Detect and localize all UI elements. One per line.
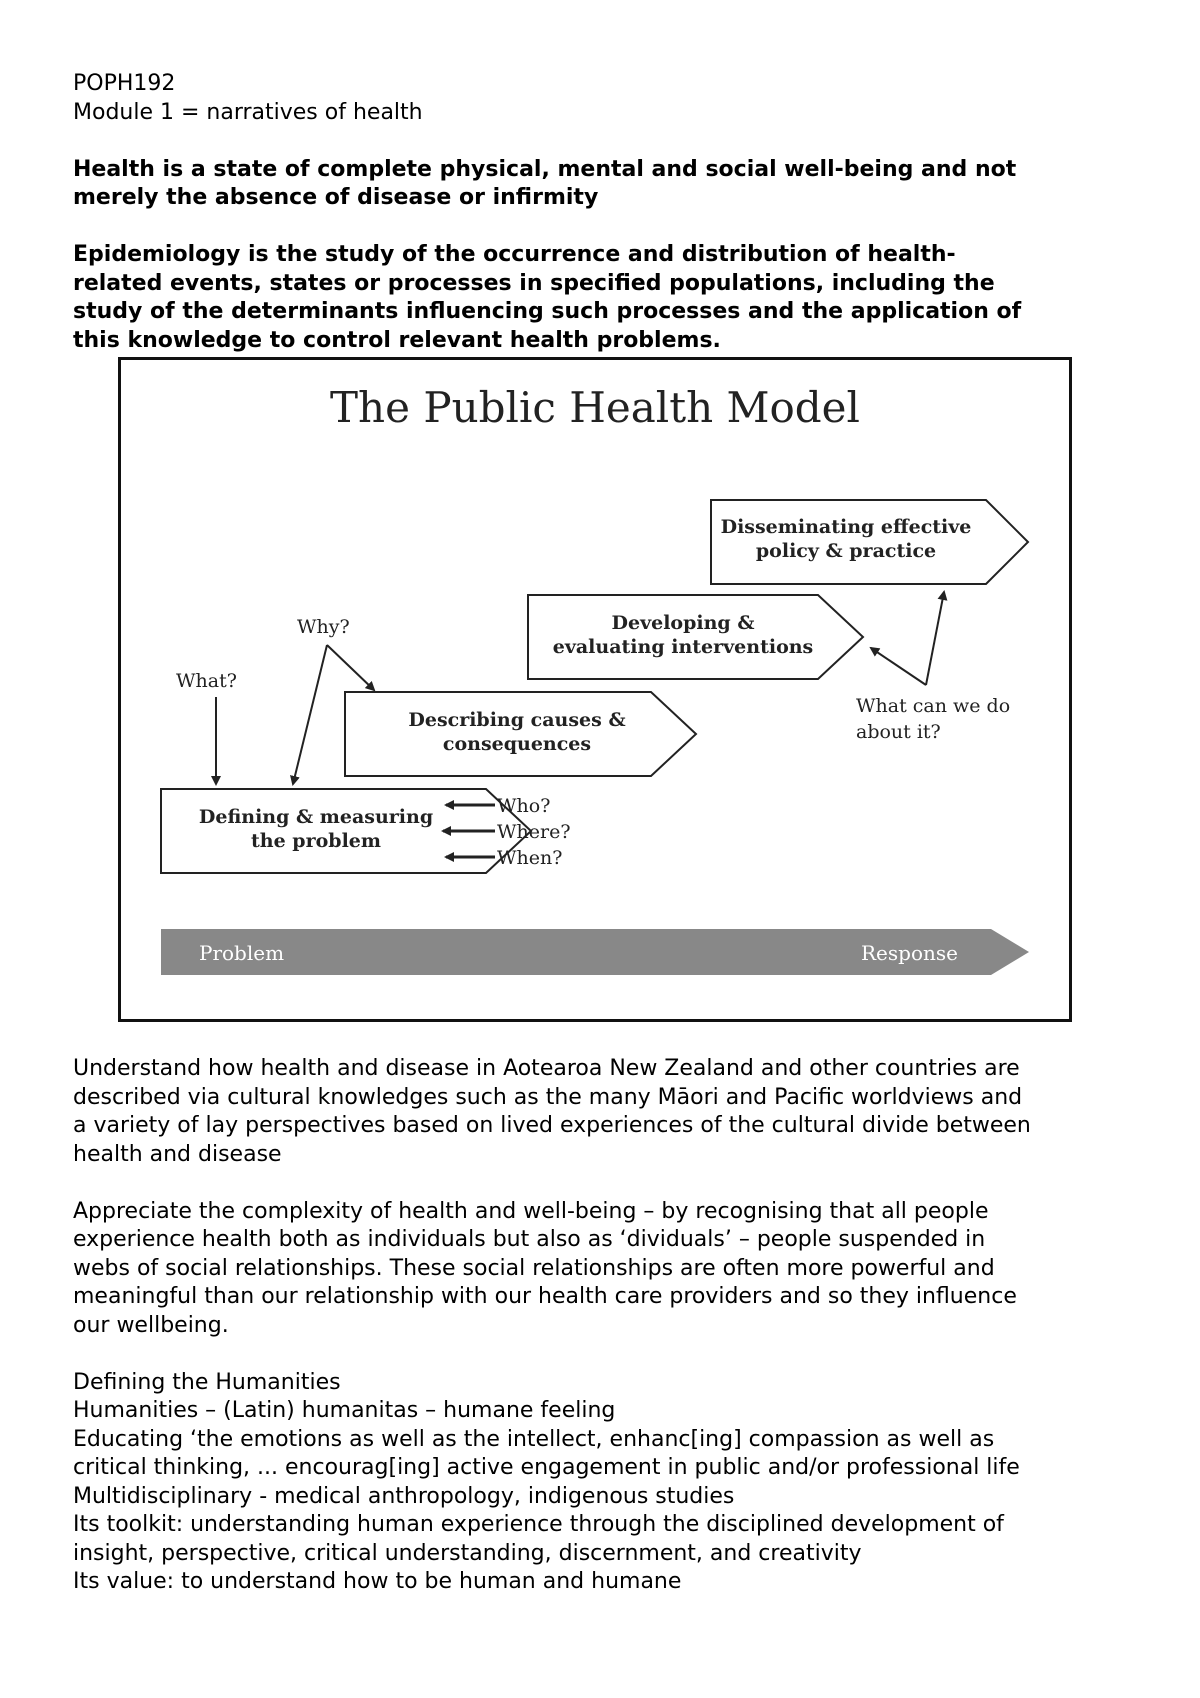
diagram-title: The Public Health Model (330, 383, 860, 432)
what-can-arrow-up (926, 592, 944, 685)
humanities-line-6: Its toolkit: understanding human experience through the disciplined development of (73, 1512, 1004, 1537)
step-4-label-line-1: Disseminating effective (720, 516, 972, 538)
health-definition-line-1: Health is a state of complete physical, mental and social well-being and not (73, 156, 1017, 182)
paragraph-2-line-5: our wellbeing. (73, 1312, 229, 1338)
step-1-label-line-1: Defining & measuring (198, 806, 434, 828)
question-where: Where? (497, 821, 571, 843)
why-arrow-right (327, 645, 374, 690)
question-what: What? (176, 670, 237, 692)
step-1-label-line-2: the problem (251, 830, 381, 852)
step-4-label-line-2: policy & practice (755, 540, 937, 562)
public-health-model-figure (118, 357, 1072, 1022)
epidemiology-definition-line-2: related events, states or processes in specified populations, including the (73, 270, 995, 296)
paragraph-2-line-4: meaningful than our relationship with our health care providers and so they influence (73, 1284, 1017, 1309)
paragraph-2-line-3: webs of social relationships. These social relationships are often more powerful and (73, 1255, 995, 1281)
step-2-label-line-1: Describing causes & (408, 709, 626, 731)
paragraph-1-line-2: described via cultural knowledges such as the many Māori and Pacific worldviews and (73, 1084, 1023, 1110)
epidemiology-definition-line-1: Epidemiology is the study of the occurrence and distribution of health- (73, 242, 956, 267)
humanities-line-5: Multidisciplinary - medical anthropology, indigenous studies (73, 1483, 735, 1509)
question-what-can-we-do-line-2: about it? (856, 721, 941, 743)
humanities-line-8: Its value: to understand how to be human and humane (73, 1569, 682, 1594)
humanities-line-3: Educating ‘the emotions as well as the intellect, enhanc[ing] compassion as well as (73, 1426, 995, 1452)
step-3-label-line-1: Developing & (611, 612, 755, 634)
epidemiology-definition-line-4: this knowledge to control relevant health problems. (73, 327, 721, 353)
humanities-line-4: critical thinking, ... encourag[ing] active engagement in public and/or professional life (73, 1455, 1020, 1480)
humanities-heading: Defining the Humanities (73, 1369, 341, 1395)
course-code: POPH192 (73, 71, 176, 96)
bar-label-problem: Problem (199, 941, 285, 965)
humanities-line-2: Humanities – (Latin) humanitas – humane feeling (73, 1398, 616, 1423)
paragraph-1-line-3: a variety of lay perspectives based on lived experiences of the cultural divide between (73, 1113, 1031, 1138)
document-page (73, 70, 1153, 355)
bar-label-response: Response (861, 941, 958, 965)
what-can-arrow-left (871, 648, 926, 685)
body-text (73, 1055, 1153, 1597)
humanities-line-7: insight, perspective, critical understanding, discernment, and creativity (73, 1540, 862, 1566)
paragraph-2-line-1: Appreciate the complexity of health and well-being – by recognising that all people (73, 1198, 989, 1224)
why-arrow-down (293, 645, 327, 784)
question-why: Why? (297, 616, 350, 638)
public-health-model-diagram (121, 360, 1069, 1019)
paragraph-2-line-2: experience health both as individuals but also as ‘dividuals’ – people suspended in (73, 1227, 986, 1252)
module-title: Module 1 = narratives of health (73, 99, 423, 125)
paragraph-1-line-1: Understand how health and disease in Aotearoa New Zealand and other countries are (73, 1056, 1020, 1081)
question-who: Who? (497, 795, 551, 817)
paragraph-1-line-4: health and disease (73, 1141, 282, 1167)
step-2-label-line-2: consequences (442, 733, 592, 755)
question-when: When? (497, 847, 563, 869)
epidemiology-definition-line-3: study of the determinants influencing such processes and the application of (73, 299, 1022, 324)
step-3-label-line-2: evaluating interventions (552, 636, 814, 658)
question-what-can-we-do-line-1: What can we do (856, 695, 1011, 717)
health-definition-line-2: merely the absence of disease or infirmity (73, 185, 599, 210)
